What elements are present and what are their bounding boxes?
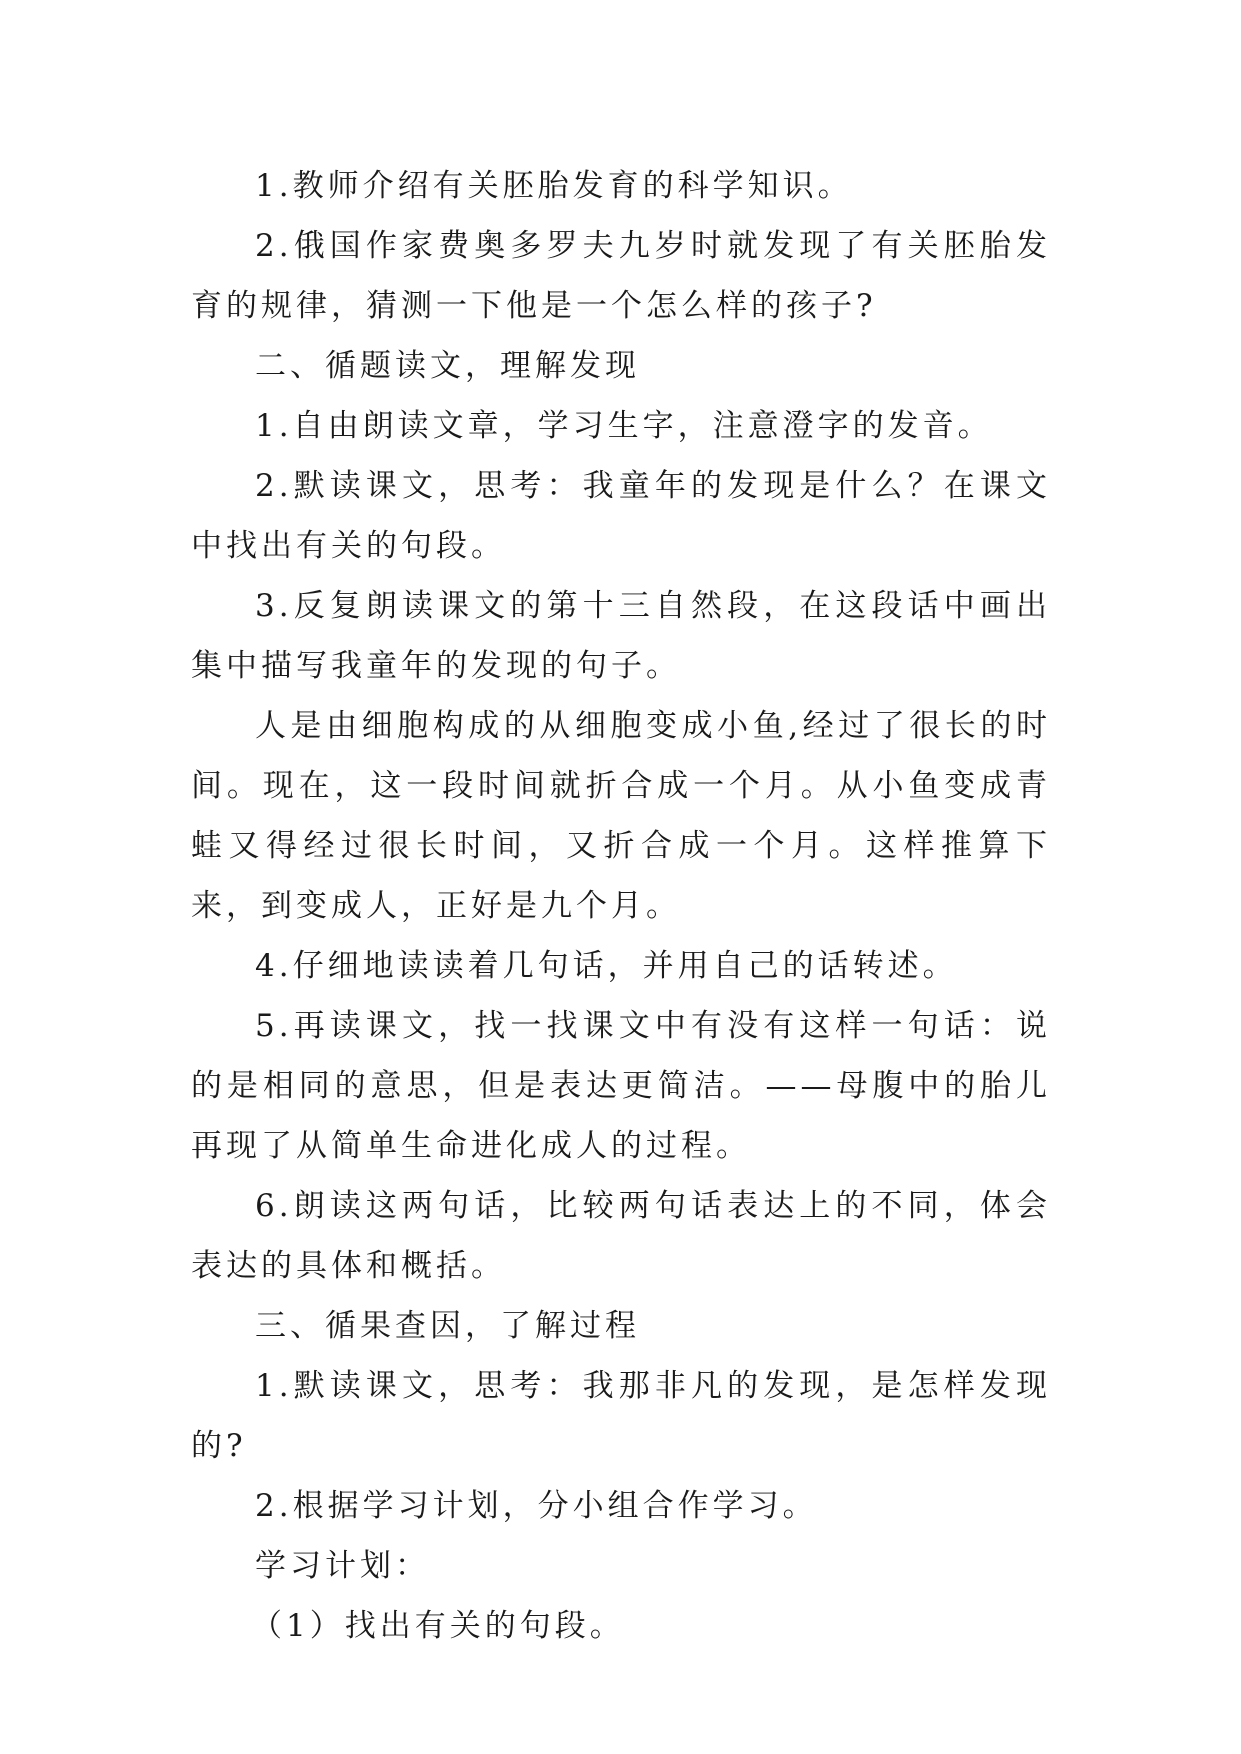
paragraph: 6.朗读这两句话，比较两句话表达上的不同，体会表达的具体和概括。 xyxy=(191,1188,1051,1284)
paragraph: 2.根据学习计划，分小组合作学习。 xyxy=(255,1488,818,1524)
paragraph: 1.教师介绍有关胚胎发育的科学知识。 xyxy=(255,168,853,204)
quoted-passage: 人是由细胞构成的从细胞变成小鱼,经过了很长的时间。现在，这一段时间就折合成一个月。从小鱼变成青蛙又得经过很长时间，又折合成一个月。这样推算下来，到变成人，正好是九个月。 xyxy=(191,708,1051,924)
section-heading: 三、循果查因，了解过程 xyxy=(255,1308,640,1344)
section-heading: 二、循题读文，理解发现 xyxy=(255,348,640,384)
paragraph: 3.反复朗读课文的第十三自然段，在这段话中画出集中描写我童年的发现的句子。 xyxy=(191,588,1051,684)
paragraph: 5.再读课文，找一找课文中有没有这样一句话：说的是相同的意思，但是表达更简洁。——母腹中的胎儿再现了从简单生命进化成人的过程。 xyxy=(191,1008,1051,1164)
list-item: （1）找出有关的句段。 xyxy=(251,1608,625,1644)
subheading: 学习计划： xyxy=(255,1548,430,1584)
document-body xyxy=(191,156,1051,1656)
paragraph: 1.自由朗读文章，学习生字，注意澄字的发音。 xyxy=(255,408,993,444)
paragraph: 2.默读课文，思考：我童年的发现是什么？在课文中找出有关的句段。 xyxy=(191,468,1051,564)
paragraph: 2.俄国作家费奥多罗夫九岁时就发现了有关胚胎发育的规律，猜测一下他是一个怎么样的孩子? xyxy=(191,228,1051,324)
paragraph: 4.仔细地读读着几句话，并用自己的话转述。 xyxy=(255,948,958,984)
paragraph: 1.默读课文，思考：我那非凡的发现，是怎样发现的? xyxy=(191,1368,1051,1464)
